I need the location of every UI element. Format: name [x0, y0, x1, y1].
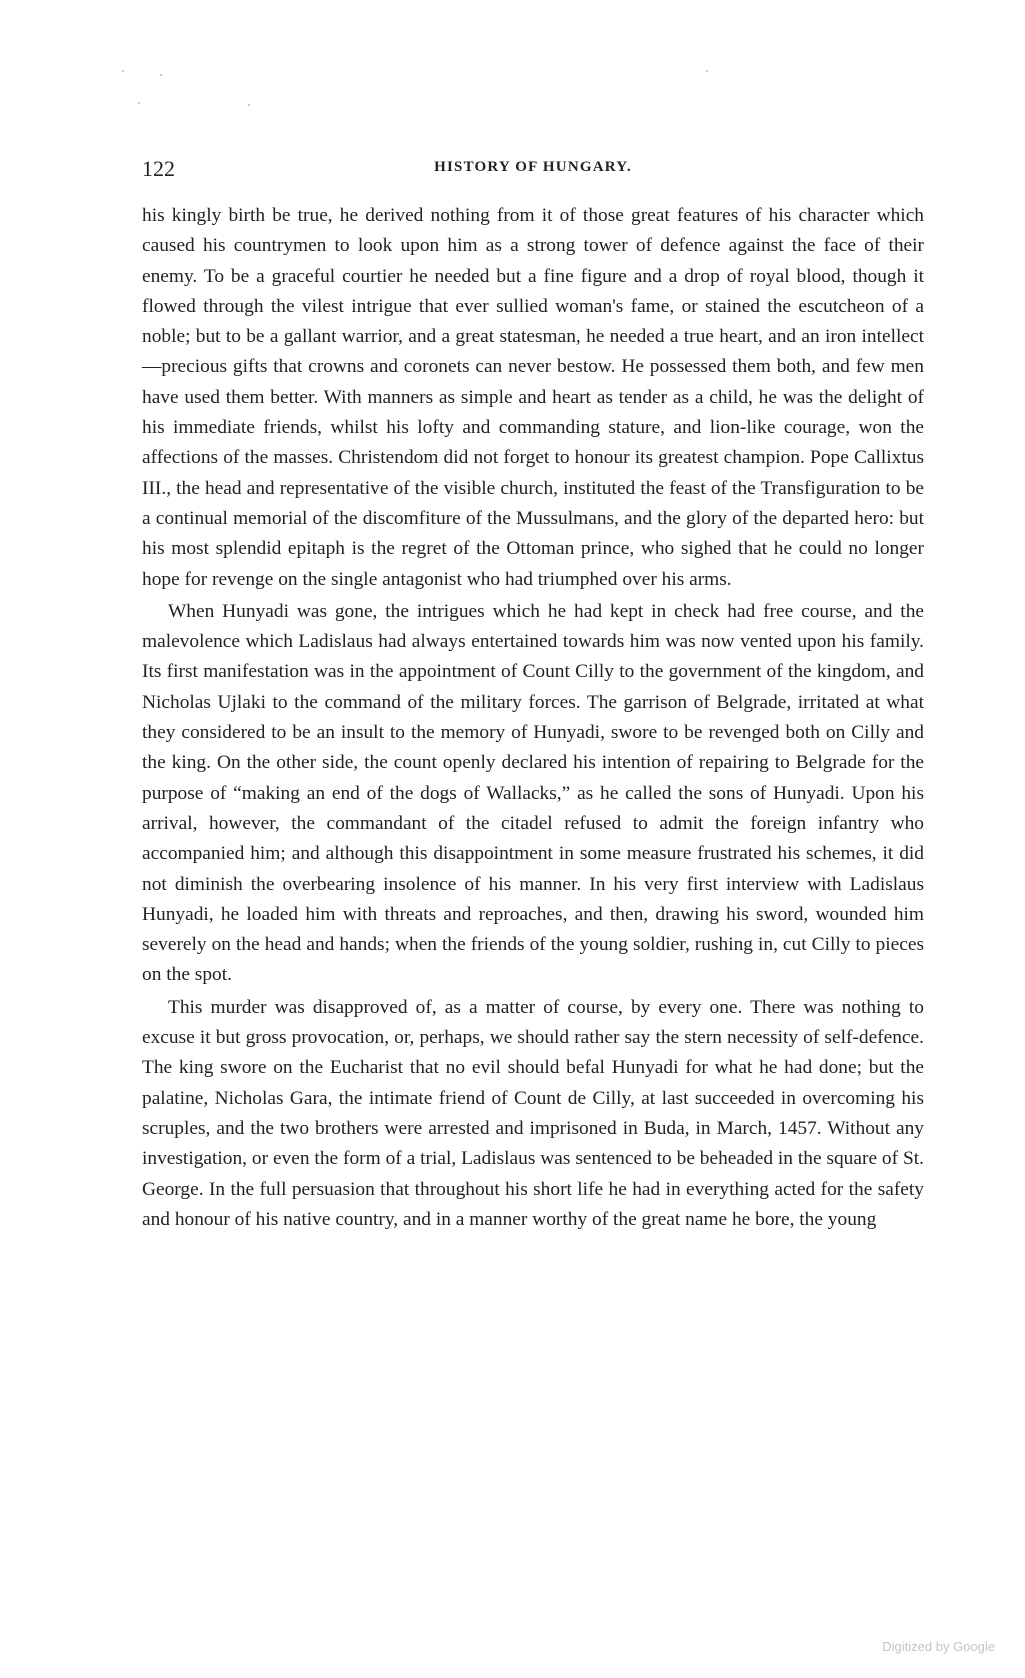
scan-speck: [138, 102, 140, 104]
running-head: HISTORY OF HUNGARY.: [434, 159, 632, 175]
scan-speck: [122, 70, 124, 72]
scan-speck: [706, 70, 708, 72]
body-text: [142, 201, 924, 1235]
page-number: 122: [142, 156, 175, 181]
scan-speck: [248, 104, 250, 106]
book-page: [142, 155, 924, 1235]
paragraph: When Hunyadi was gone, the intrigues which he had kept in check had free course, and the malevolence which Ladislaus had always entertained towards him was now vented upon his family. Its first manifestation was in the appointment of Count Cilly to the government of the kingdom, and Nicholas Ujlaki to the command of the military forces. The garrison of Belgrade, irritated at what they considered to be an insult to the memory of Hunyadi, swore to be revenged both on Cilly and the king. On the other side, the count openly declared his intention of repairing to Belgrade for the purpose of “making an end of the dogs of Wallacks,” as he called the sons of Hunyadi. Upon his arrival, however, the commandant of the citadel refused to admit the foreign infantry who accompanied him; and although this disappointment in some measure frustrated his schemes, it did not diminish the overbearing insolence of his manner. In his very first interview with Ladislaus Hunyadi, he loaded him with threats and reproaches, and then, drawing his sword, wounded him severely on the head and hands; when the friends of the young soldier, rushing in, cut Cilly to pieces on the spot.: [142, 600, 924, 986]
scan-speck: [160, 74, 162, 76]
digitization-watermark: Digitized by Google: [882, 1639, 995, 1654]
paragraph: This murder was disapproved of, as a matter of course, by every one. There was nothing to excuse it but gross provocation, or, perhaps, we should rather say the stern necessity of self-defence. The king swore on the Eucharist that no evil should befal Hunyadi for what he had done; but the palatine, Nicholas Gara, the intimate friend of Count de Cilly, at last succeeded in overcoming his scruples, and the two brothers were arrested and imprisoned in Buda, in March, 1457. Without any investigation, or even the form of a trial, Ladislaus was sentenced to be beheaded in the square of St. George. In the full persuasion that throughout his short life he had in everything acted for the safety and honour of his native country, and in a manner worthy of the great name he bore, the young: [142, 996, 924, 1230]
page-header: [142, 155, 924, 183]
paragraph: his kingly birth be true, he derived nothing from it of those great features of his character which caused his countrymen to look upon him as a strong tower of defence against the face of their enemy. To be a graceful courtier he needed but a fine figure and a drop of royal blood, though it flowed through the vilest intrigue that ever sullied woman's fame, or stained the escutcheon of a noble; but to be a gallant warrior, and a great statesman, he needed a true heart, and an iron intellect—precious gifts that crowns and coronets can never bestow. He possessed them both, and few men have used them better. With manners as simple and heart as tender as a child, he was the delight of his immediate friends, whilst his lofty and commanding stature, and lion-like courage, won the affections of the masses. Christendom did not forget to honour its greatest champion. Pope Callixtus III., the head and representative of the visible church, instituted the feast of the Transfiguration to be a continual memorial of the discomfiture of the Mussulmans, and the glory of the departed hero: but his most splendid epitaph is the regret of the Ottoman prince, who sighed that he could no longer hope for revenge on the single antagonist who had triumphed over his arms.: [142, 205, 924, 590]
